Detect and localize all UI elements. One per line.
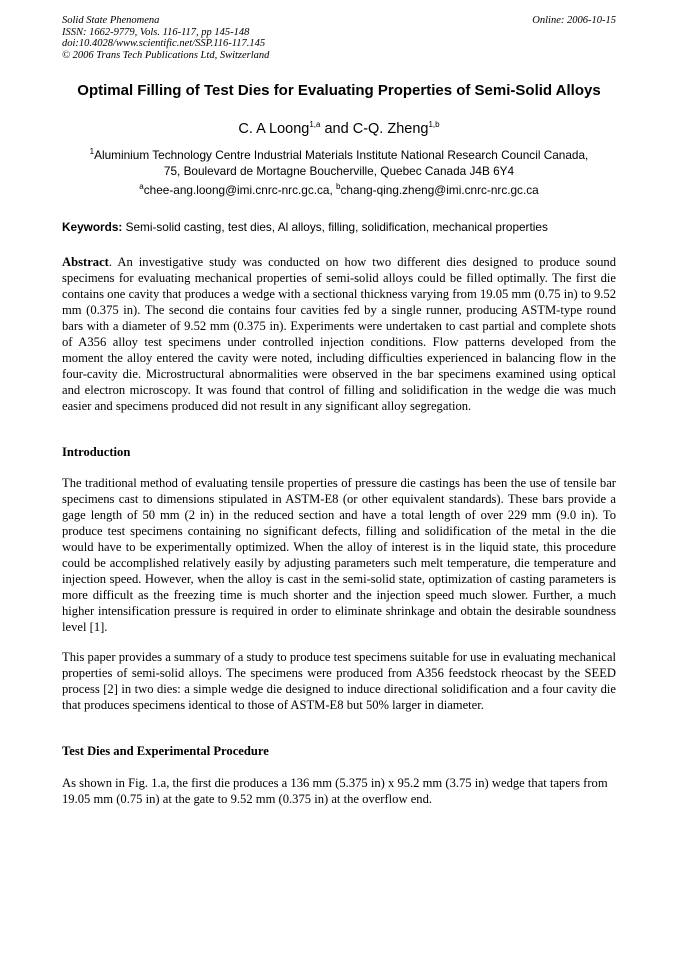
introduction-paragraph: The traditional method of evaluating tensile properties of pressure die castings has been the use of tensile bar specimens cast to dimensions stipulated in ASTM-E8 (or other equivalent standards). These bars provide a gage length of 50 mm (2 in) in the reduced section and have a total length of over 229 mm (9.0 in). To produce test specimens containing no significant defects, filling and solidification of the metal in the die would have to be experimentally optimized. When the alloy of interest is in the liquid state, this procedure could be accomplished relatively easily by adjusting parameters such melt temperature, die temperature and injection speed. However, when the alloy is cast in the semi-solid state, optimization of casting parameters is more difficult as the freezing time is much shorter and the injection speed much slower. Further, a much higher intensification pressure is required in order to eliminate shrinkage and obtain the desirable soundness level [1]. <box>62 476 616 634</box>
online-date: Online: 2006-10-15 <box>532 15 616 26</box>
author-affiliation-mark: 1,a <box>309 120 321 130</box>
abstract <box>62 254 616 414</box>
author-name: C-Q. Zheng <box>352 121 429 137</box>
journal-name: Solid State Phenomena <box>62 15 160 26</box>
abstract-text: . An investigative study was conducted on how two different dies designed to produce sound specimens for evaluating mechanical properties of semi-solid alloys could be filled optimally. The first die contains one cavity that produces a wedge with a sectional thickness varying from 19.05 mm (0.75 in) to 9.52 mm (0.375 in). The second die contains four cavities fed by a single runner, producing ASTM-type round bars with a diameter of 9.52 mm (0.375 in). Experiments were undertaken to cast partial and complete shots of A356 alloy test specimens under controlled injection conditions. Flow patterns developed from the moment the alloy entered the cavity were noted, including difficulties experienced in balancing flow in the four-cavity die. Microstructural abnormalities were observed in the bar specimens examined using optical and electron microscopy. It was found that control of filling and solidification in the wedge die was much easier and specimens produced did not result in any significant alloy segregation. <box>62 255 616 413</box>
keywords-label: Keywords: <box>62 220 123 234</box>
section-heading-test-dies: Test Dies and Experimental Procedure <box>62 744 269 758</box>
section-heading-introduction: Introduction <box>62 445 131 459</box>
affiliation-mark: 1 <box>89 147 95 157</box>
author-name: C. A Loong <box>238 121 310 137</box>
keywords-text: Semi-solid casting, test dies, Al alloys, filling, solidification, mechanical properties <box>122 220 548 234</box>
introduction-paragraph: This paper provides a summary of a study to produce test specimens suitable for use in evaluating mechanical properties of semi-solid alloys. The specimens were produced from A356 feedstock rheocast by the SEED process [2] in two dies: a simple wedge die designed to induce directional solidification and a four cavity die that produces specimens identical to those of ASTM-E8 but 50% larger in diameter. <box>62 650 616 712</box>
author-emails <box>62 183 616 198</box>
journal-header <box>62 15 616 61</box>
affiliation-line-2: 75, Boulevard de Mortagne Boucherville, Quebec Canada J4B 6Y4 <box>163 163 515 178</box>
test-dies-paragraph: As shown in Fig. 1.a, the first die produces a 136 mm (5.375 in) x 95.2 mm (3.75 in) wedge that tapers from 19.05 mm (0.75 in) at the gate to 9.52 mm (0.375 in) at the overflow end. <box>62 776 608 806</box>
author-conjunction: and <box>320 121 353 137</box>
abstract-label: Abstract <box>62 255 109 269</box>
author-affiliation-mark: 1,b <box>428 120 440 130</box>
email-mark: a <box>139 182 144 192</box>
email-separator: , <box>329 183 337 197</box>
author-line <box>62 120 616 138</box>
affiliation-line-1: Aluminium Technology Centre Industrial Materials Institute National Research Council Canada, <box>94 148 589 162</box>
doi-line: doi:10.4028/www.scientific.net/SSP.116-117.145 <box>62 38 266 49</box>
keywords <box>62 220 616 235</box>
paper-title: Optimal Filling of Test Dies for Evaluating Properties of Semi-Solid Alloys <box>77 82 601 99</box>
email-link[interactable]: chang-qing.zheng@imi.cnrc-nrc.gc.ca <box>340 183 539 197</box>
affiliation <box>62 148 616 179</box>
copyright-line: © 2006 Trans Tech Publications Ltd, Switzerland <box>62 49 270 61</box>
email-mark: b <box>336 182 341 192</box>
issn-line: ISSN: 1662-9779, Vols. 116-117, pp 145-148 <box>62 26 250 38</box>
email-link[interactable]: chee-ang.loong@imi.cnrc-nrc.gc.ca <box>143 183 330 197</box>
